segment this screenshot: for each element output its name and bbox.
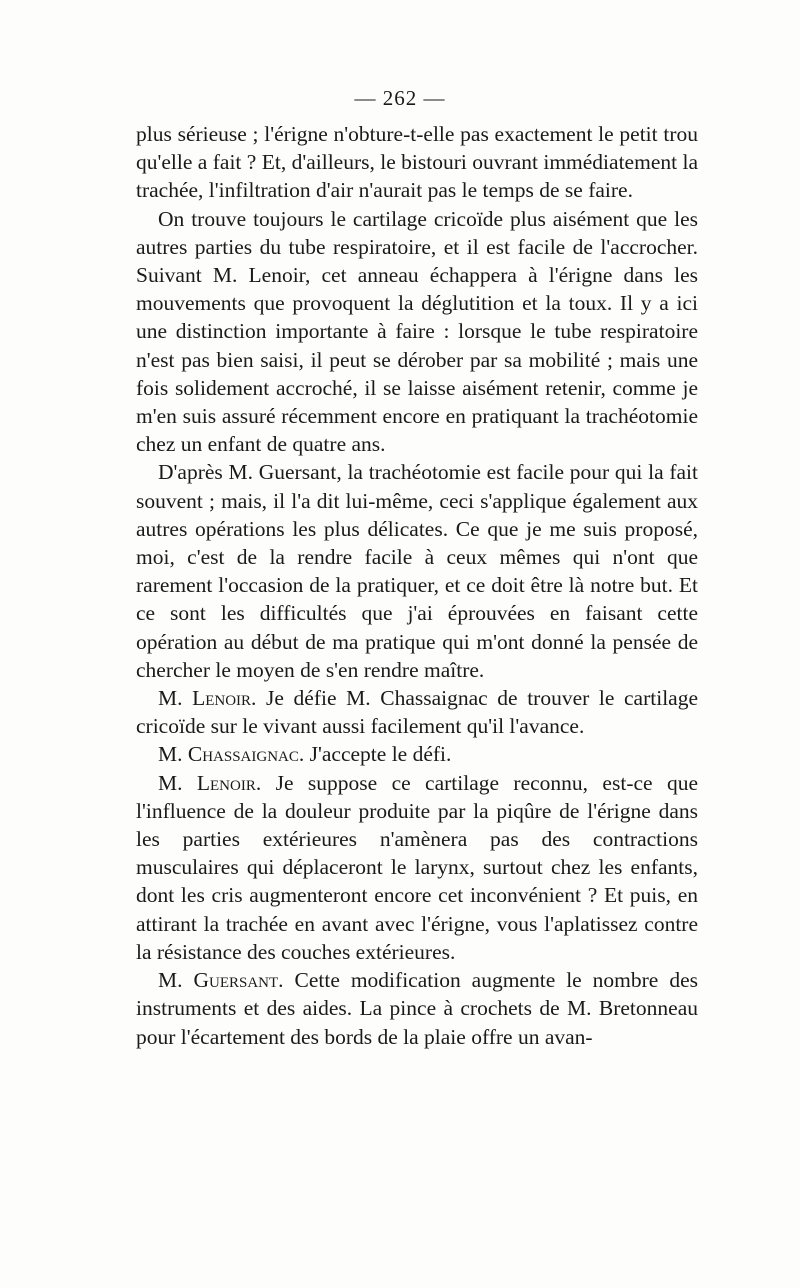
page-number: — 262 — (354, 86, 446, 110)
paragraph-text: Cette modification augmente le nombre des instruments et des aides. La pince à crochets de M. Bretonneau pour l'écartement des bords de la plaie offre un avan- (136, 968, 698, 1049)
dialogue-paragraph (136, 966, 698, 1051)
paragraph-text: Je défie M. Chassaignac de trouver le cartilage cricoïde sur le vivant aussi facilement qu'il l'avance. (136, 686, 699, 739)
dialogue-paragraph (136, 769, 698, 966)
paragraph-text: plus sérieuse ; l'érigne n'obture-t-elle pas exactement le petit trou qu'elle a fait ? Et, d'ailleurs, le bistouri ouvrant immédiatement la trachée, l'infiltration d'air n'aurait pas le temps de se faire. (136, 122, 698, 203)
paragraph-text: Je suppose ce cartilage reconnu, est-ce que l'influence de la douleur produite par la piqûre de l'érigne dans les parties extérieures n'amènera pas des contractions musculaires qui déplaceront le larynx, surtout chez les enfants, dont les cris augmenteront encore cet inconvénient ? Et puis, en attirant la trachée en avant avec l'érigne, vous l'aplatissez contre la résistance des couches extérieures. (136, 770, 698, 964)
paragraph-text: J'accepte le défi. (304, 742, 452, 767)
body-text (136, 120, 698, 1051)
dialogue-paragraph (136, 740, 698, 768)
speaker-name: M. Lenoir. (158, 770, 262, 795)
paragraph-text: D'après M. Guersant, la trachéotomie est facile pour qui la fait souvent ; mais, il l'a dit lui-même, ceci s'applique également aux autres opérations les plus délicates. Ce que je me suis proposé, moi, c'est de la rendre facile à ceux mêmes qui n'ont que rarement l'occasion de la pratiquer, et ce doit être là notre but. Et ce sont les difficultés que j'ai éprouvées en faisant cette opération au début de ma pratique qui m'ont donné la pensée de chercher le moyen de s'en rendre maître. (136, 460, 698, 682)
paragraph (136, 205, 698, 459)
paragraph-text: On trouve toujours le cartilage cricoïde plus aisément que les autres parties du tube respiratoire, et il est facile de l'accrocher. Suivant M. Lenoir, cet anneau échappera à l'érigne dans les mouvements que provoquent la déglutition et la toux. Il y a ici une distinction importante à faire : lorsque le tube respiratoire n'est pas bien saisi, il peut se dérober par sa mobilité ; mais une fois solidement accroché, il se laisse aisément retenir, comme je m'en suis assuré récemment encore en pratiquant la trachéotomie chez un enfant de quatre ans. (136, 206, 698, 457)
speaker-name: M. Guersant. (158, 968, 284, 993)
speaker-name: M. Chassaignac. (158, 742, 305, 767)
paragraph-continued (136, 120, 698, 205)
paragraph (136, 458, 698, 684)
dialogue-paragraph (136, 684, 698, 740)
speaker-name: M. Lenoir. (158, 686, 257, 711)
